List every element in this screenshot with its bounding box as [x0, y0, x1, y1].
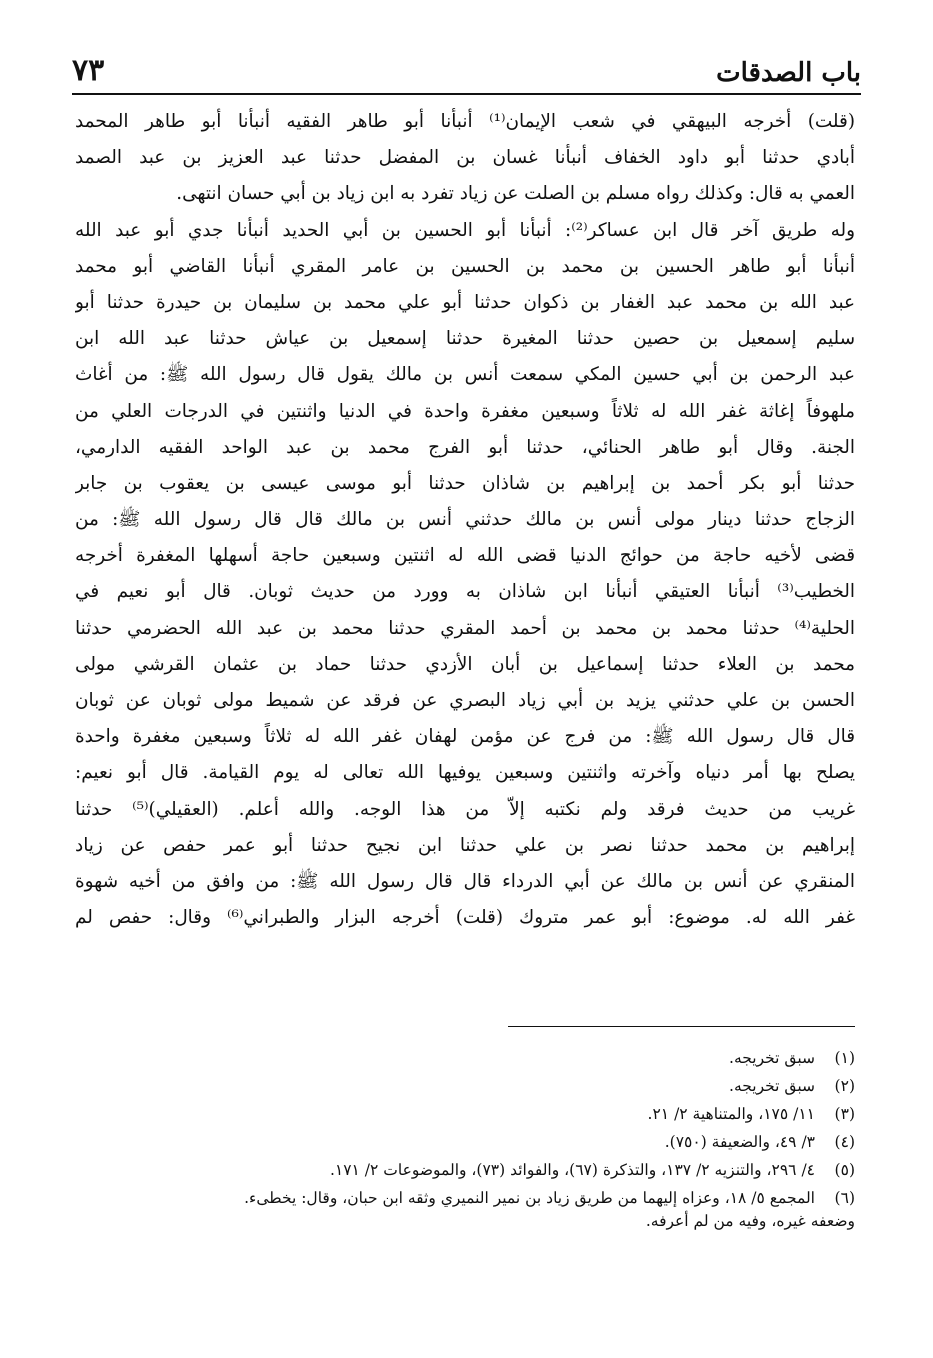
- footnote-number: (٥): [834, 1161, 855, 1179]
- footnote: [150, 1072, 855, 1100]
- footnote-text: المجمع ٥/ ١٨، وعزاه إليهما من طريق زياد بن نمير النميري وثقه ابن حبان، وقال: يخطىء.: [244, 1189, 815, 1207]
- footnote-text: سبق تخريجه.: [729, 1077, 815, 1095]
- footnote-text: ٤/ ٢٩٦، والتنزيه ٢/ ١٣٧، والتذكرة (٦٧)، والفوائد (٧٣)، والموضوعات ٢/ ١٧١.: [329, 1161, 815, 1179]
- text-line: الحلية⁽⁴⁾ حدثنا محمد بن محمد بن أحمد المقري حدثنا محمد بن عبد الله الحضرمي حدثنا: [75, 617, 855, 639]
- text-line: الجنة. وقال أبو طاهر الحنائي، حدثنا أبو الفرج محمد بن عبد الواحد الفقيه الدارمي،: [75, 436, 855, 458]
- header-rule: [72, 93, 861, 95]
- footnote-number: (٤): [834, 1133, 855, 1151]
- text-line: أنبأنا أبو طاهر الحسين بن محمد بن الحسين بن عامر المقري أنبأنا القاضي أبو محمد: [75, 255, 855, 277]
- text-line: عبد الرحمن بن أبي حسين المكي سمعت أنس بن مالك يقول قال رسول الله ﷺ: من أغاث: [75, 364, 855, 386]
- footnote-number: (٢): [834, 1077, 855, 1095]
- text-line: حدثنا أبو بكر أحمد بن إبراهيم بن شاذان حدثنا أبو موسى عيسى بن يعقوب بن جابر: [75, 472, 855, 494]
- text-line: الحسن بن علي حدثني يزيد بن أبي زياد البصري عن فرقد عن شميط مولى ثوبان عن ثوبان: [75, 690, 855, 711]
- footnote-separator: [508, 1026, 855, 1027]
- text-line: أبادي حدثنا أبو داود الخفاف أنبأنا غسان بن المفضل حدثنا عبد العزيز بن عبد الصمد: [75, 147, 855, 169]
- page-number: ٧٣: [72, 53, 105, 88]
- page-header: [72, 48, 861, 88]
- text-line: يصلح بها أمر دنياه وآخرته واثنتين وسبعين يوفيها الله تعالى له يوم القيامة. قال أبو نعيم:: [75, 762, 855, 784]
- text-line: غريب من حديث فرقد ولم نكتبه إلاّ من هذا الوجه. والله أعلم. (العقيلي)⁽⁵⁾ حدثنا: [75, 798, 855, 820]
- footnote-continuation: وضعفه غيره، وفيه من لم أعرفه.: [645, 1212, 855, 1230]
- footnote-text: ٣/ ٤٩، والضعيفة (٧٥٠).: [664, 1133, 815, 1151]
- text-line: الخطيب⁽³⁾ أنبأنا العتيقي أنبأنا ابن شاذان به وورد من حديث ثوبان. قال أبو نعيم في: [75, 581, 855, 603]
- chapter-title: باب الصدقات: [716, 58, 861, 88]
- footnotes: [150, 1044, 855, 1230]
- text-line: وله طريق آخر قال ابن عساكر⁽²⁾: أنبأنا أبو الحسين بن أبي الحديد أنبأنا جدي أبو عبد الله: [75, 219, 855, 241]
- footnote-text: ١١/ ١٧٥، والمتناهية ٢/ ٢١.: [647, 1105, 815, 1123]
- text-line: محمد بن العلاء حدثنا إسماعيل بن أبان الأزدي حدثنا حماد بن عثمان القرشي مولى: [75, 653, 855, 675]
- text-line: الزجاج حدثنا دينار مولى أنس بن مالك حدثني أنس بن مالك قال قال رسول الله ﷺ: من: [75, 509, 855, 531]
- text-line: إبراهيم بن محمد حدثنا نصر بن علي حدثنا ابن نجيح حدثنا أبو عمر حفص عن زياد: [75, 834, 855, 856]
- text-line: العمي به قال: وكذلك رواه مسلم بن الصلت عن زياد تفرد به ابن زياد بن أبي حسان انتهى.: [176, 183, 855, 205]
- footnote-number: (١): [834, 1049, 855, 1067]
- text-line: (قلت) أخرجه البيهقي في شعب الإيمان⁽¹⁾ أنبأنا أبو طاهر الفقيه أنبأنا أبو طاهر المحمد: [75, 111, 855, 132]
- text-line: قضى لأخيه حاجة من حوائج الدنيا قضى الله له اثنتين وسبعين حاجة أسهلها المغفرة أخرجه: [75, 545, 855, 567]
- text-line: عبد الله بن محمد عبد الغفار بن ذكوان حدثنا أبو علي محمد بن سليمان بن حيدرة حدثنا أبو: [75, 291, 855, 313]
- footnote-number: (٣): [834, 1105, 855, 1123]
- footnote: [150, 1128, 855, 1156]
- text-line: ملهوفاً إغاثة غفر الله له ثلاثاً وسبعين مغفرة واحدة في الدنيا واثنتين في الدرجات العلي من: [75, 400, 855, 422]
- footnote-number: (٦): [834, 1189, 855, 1207]
- text-line: المنقري عن أنس بن مالك عن أبي الدرداء قال قال رسول الله ﷺ: من وافق من أخيه شهوة: [75, 870, 855, 892]
- text-line: غفر الله له. موضوع: أبو عمر متروك (قلت) أخرجه البزار والطبراني⁽⁶⁾ وقال: حفص لم: [75, 907, 855, 929]
- footnote-text: سبق تخريجه.: [729, 1049, 815, 1067]
- footnote: [150, 1044, 855, 1072]
- footnote: [150, 1184, 855, 1212]
- text-line: سليم إسمعيل بن حصين حدثنا المغيرة حدثنا إسمعيل بن عياش حدثنا عبد الله ابن: [75, 328, 855, 350]
- text-line: قال قال رسول الله ﷺ: من فرج عن مؤمن لهفان غفر الله له ثلاثاً وسبعين مغفرة واحدة: [75, 726, 855, 748]
- footnote: [150, 1100, 855, 1128]
- footnote: [150, 1156, 855, 1184]
- main-text: [75, 104, 855, 936]
